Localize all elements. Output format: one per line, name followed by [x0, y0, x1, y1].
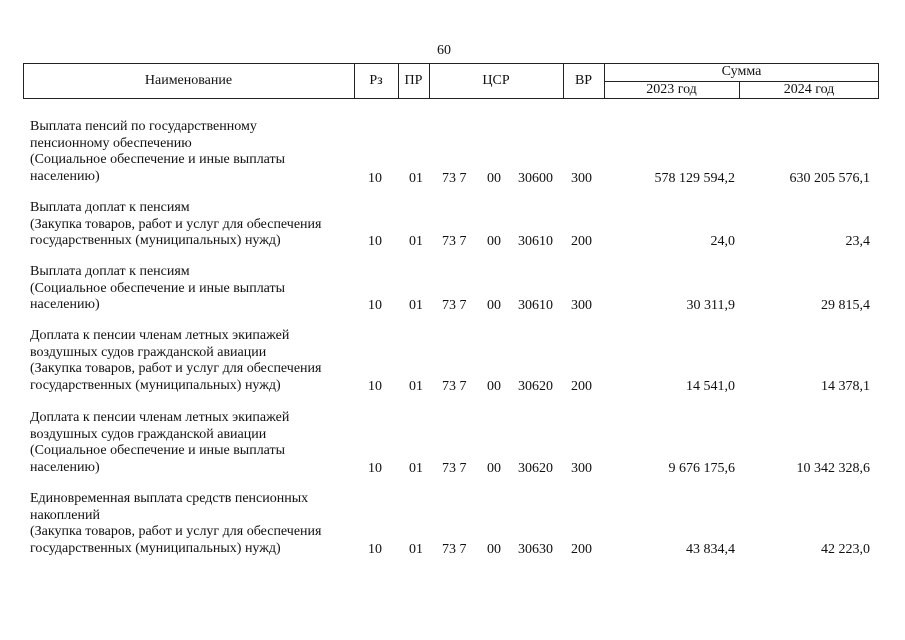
row-csr-sub: 00 [487, 461, 501, 476]
row-csr-direction: 30610 [518, 298, 553, 313]
row-csr-direction: 30620 [518, 461, 553, 476]
row-name: Выплата доплат к пенсиям (Социальное обеспечение и иные выплаты населению) [30, 264, 286, 312]
row-csr-sub: 00 [487, 542, 501, 557]
row-sum-2024: 23,4 [845, 234, 870, 249]
row-sum-2023: 30 311,9 [686, 298, 735, 313]
row-vr: 300 [571, 171, 592, 186]
row-rz: 10 [368, 379, 382, 394]
row-vr: 200 [571, 234, 592, 249]
row-pr: 01 [409, 461, 423, 476]
row-pr: 01 [409, 234, 423, 249]
row-csr-program: 73 7 [442, 461, 467, 476]
row-sum-2024: 42 223,0 [821, 542, 870, 557]
row-name: Выплата доплат к пенсиям (Закупка товаров, работ и услуг для обеспечения государственных (муниципальных) нужд) [30, 200, 322, 248]
row-csr-program: 73 7 [442, 234, 467, 249]
row-name: Доплата к пенсии членам летных экипажей воздушных судов гражданской авиации (Закупка товаров, работ и услуг для обеспечения государственных (муниципальных) нужд) [30, 328, 322, 393]
row-csr-direction: 30630 [518, 542, 553, 557]
header-vr: ВР [574, 73, 593, 88]
row-csr-program: 73 7 [442, 171, 467, 186]
row-pr: 01 [409, 298, 423, 313]
row-csr-sub: 00 [487, 298, 501, 313]
header-name: Наименование [144, 73, 233, 88]
row-pr: 01 [409, 379, 423, 394]
row-vr: 200 [571, 542, 592, 557]
row-sum-2023: 24,0 [710, 234, 735, 249]
row-name: Выплата пенсий по государственному пенсионному обеспечению (Социальное обеспечение и иные выплаты населению) [30, 119, 286, 184]
row-csr-program: 73 7 [442, 542, 467, 557]
table-header [23, 63, 879, 99]
header-bottom-border [23, 98, 879, 99]
header-rz: Рз [369, 73, 383, 88]
row-csr-sub: 00 [487, 234, 501, 249]
row-csr-program: 73 7 [442, 298, 467, 313]
row-sum-2023: 578 129 594,2 [654, 171, 735, 186]
row-rz: 10 [368, 234, 382, 249]
row-sum-2023: 43 834,4 [686, 542, 735, 557]
page-number: 60 [437, 43, 451, 58]
row-pr: 01 [409, 542, 423, 557]
header-csr: ЦСР [482, 73, 510, 88]
row-csr-sub: 00 [487, 171, 501, 186]
row-sum-2024: 630 205 576,1 [789, 171, 870, 186]
header-pr: ПР [404, 73, 423, 88]
header-sum: Сумма [721, 64, 762, 79]
row-sum-2024: 14 378,1 [821, 379, 870, 394]
row-rz: 10 [368, 461, 382, 476]
row-csr-sub: 00 [487, 379, 501, 394]
row-rz: 10 [368, 542, 382, 557]
row-csr-direction: 30620 [518, 379, 553, 394]
row-sum-2023: 14 541,0 [686, 379, 735, 394]
row-csr-direction: 30600 [518, 171, 553, 186]
row-name: Доплата к пенсии членам летных экипажей воздушных судов гражданской авиации (Социальное обеспечение и иные выплаты населению) [30, 410, 290, 475]
row-vr: 300 [571, 461, 592, 476]
row-name: Единовременная выплата средств пенсионных накоплений (Закупка товаров, работ и услуг для обеспечения государственных (муниципальных) нужд) [30, 491, 322, 556]
row-rz: 10 [368, 298, 382, 313]
row-sum-2023: 9 676 175,6 [668, 461, 735, 476]
row-csr-program: 73 7 [442, 379, 467, 394]
row-csr-direction: 30610 [518, 234, 553, 249]
header-year-2024: 2024 год [783, 82, 835, 97]
row-sum-2024: 10 342 328,6 [796, 461, 870, 476]
row-sum-2024: 29 815,4 [821, 298, 870, 313]
row-vr: 200 [571, 379, 592, 394]
row-pr: 01 [409, 171, 423, 186]
header-year-2023: 2023 год [646, 82, 697, 97]
row-rz: 10 [368, 171, 382, 186]
row-vr: 300 [571, 298, 592, 313]
